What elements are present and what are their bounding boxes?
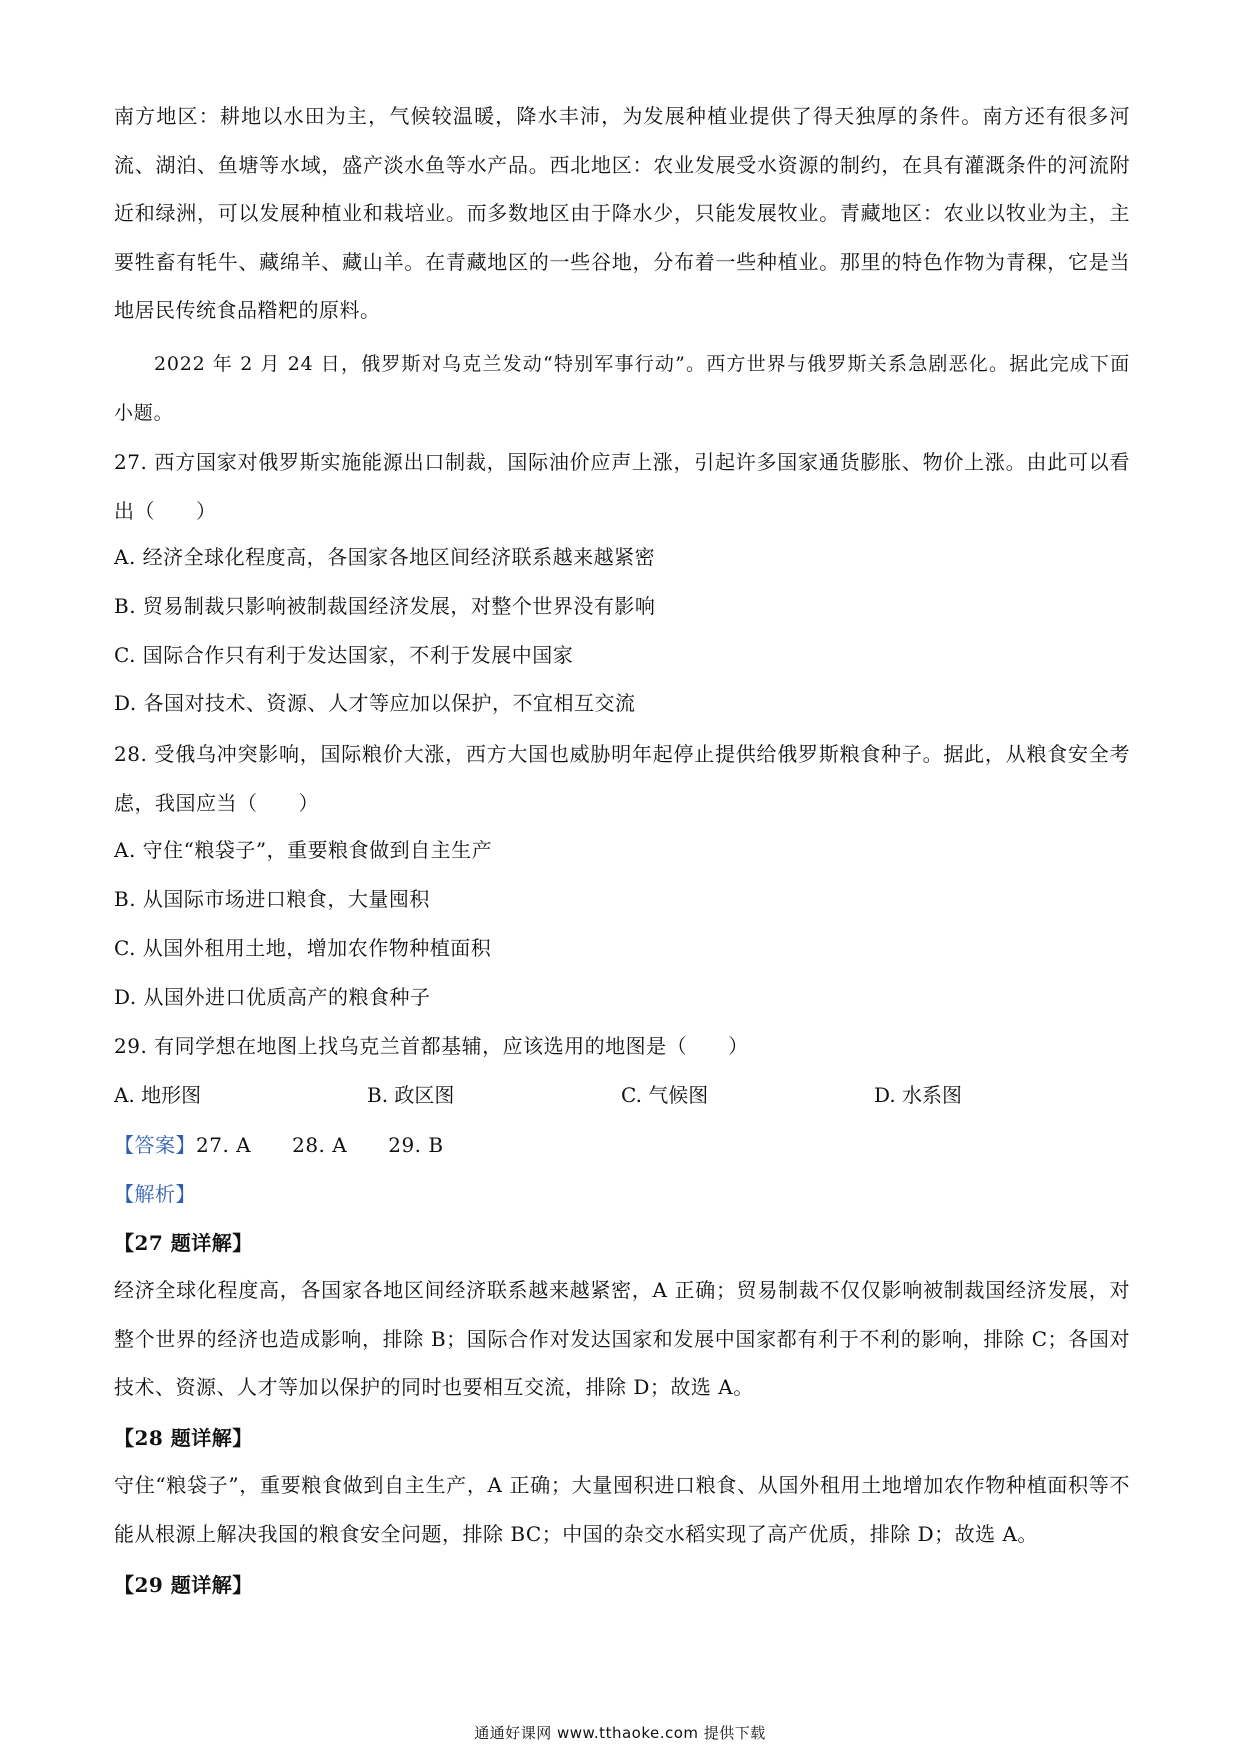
question-29-option-d: D. 水系图 — [874, 1083, 963, 1107]
answer-tag: 【答案】 — [114, 1133, 196, 1157]
question-27-option-b: B. 贸易制裁只影响被制裁国经济发展，对整个世界没有影响 — [114, 594, 656, 618]
question-29-option-c: C. 气候图 — [621, 1083, 709, 1107]
question-29-stem: 29. 有同学想在地图上找乌克兰首都基辅，应该选用的地图是（ ） — [114, 1034, 749, 1058]
question-27-stem: 27. 西方国家对俄罗斯实施能源出口制裁，国际油价应声上涨，引起许多国家通货膨胀、物价上涨。由此可以看出（ ） — [114, 450, 1130, 523]
question-28-option-b: B. 从国际市场进口粮食，大量囤积 — [114, 887, 430, 911]
question-28-option-c: C. 从国外租用土地，增加农作物种植面积 — [114, 936, 492, 960]
question-27-option-c: C. 国际合作只有利于发达国家，不利于发展中国家 — [114, 643, 574, 667]
analysis-tag: 【解析】 — [114, 1182, 196, 1206]
answer-line — [114, 1130, 444, 1160]
detail-29-heading: 【29 题详解】 — [114, 1573, 253, 1597]
material-paragraph: 2022 年 2 月 24 日，俄罗斯对乌克兰发动“特别军事行动”。西方世界与俄罗斯关系急剧恶化。据此完成下面小题。 — [114, 353, 1130, 424]
question-27-option-a: A. 经济全球化程度高，各国家各地区间经济联系越来越紧密 — [114, 545, 656, 569]
detail-28-text: 守住“粮袋子”，重要粮食做到自主生产，A 正确；大量囤积进口粮食、从国外租用土地增加农作物种植面积等不能从根源上解决我国的粮食安全问题，排除 BC；中国的杂交水稻实现了高产优质，排除 D；故选 A。 — [114, 1473, 1130, 1546]
detail-28-heading: 【28 题详解】 — [114, 1426, 253, 1450]
question-27-option-d: D. 各国对技术、资源、人才等应加以保护，不宜相互交流 — [114, 691, 636, 715]
detail-27-text: 经济全球化程度高，各国家各地区间经济联系越来越紧密，A 正确；贸易制裁不仅仅影响被制裁国经济发展，对整个世界的经济也造成影响，排除 B；国际合作对发达国家和发展中国家都有利于不利的影响，排除 C；各国对技术、资源、人才等加以保护的同时也要相互交流，排除 D；故选 A。 — [114, 1278, 1130, 1399]
page-footer: 通通好课网 www.tthaoke.com 提供下载 — [474, 1724, 766, 1742]
question-29-option-a: A. 地形图 — [114, 1083, 202, 1107]
question-28-option-a: A. 守住“粮袋子”，重要粮食做到自主生产 — [114, 838, 493, 862]
question-28-option-d: D. 从国外进口优质高产的粮食种子 — [114, 985, 431, 1009]
answer-text: 27. A 28. A 29. B — [196, 1133, 444, 1157]
intro-paragraph: 南方地区：耕地以水田为主，气候较温暖，降水丰沛，为发展种植业提供了得天独厚的条件。南方还有很多河流、湖泊、鱼塘等水域，盛产淡水鱼等水产品。西北地区：农业发展受水资源的制约，在具有灌溉条件的河流附近和绿洲，可以发展种植业和栽培业。而多数地区由于降水少，只能发展牧业。青藏地区：农业以牧业为主，主要牲畜有牦牛、藏绵羊、藏山羊。在青藏地区的一些谷地，分布着一些种植业。那里的特色作物为青稞，它是当地居民传统食品糌粑的原料。 — [114, 104, 1130, 322]
question-29-option-b: B. 政区图 — [367, 1083, 455, 1107]
question-28-stem: 28. 受俄乌冲突影响，国际粮价大涨，西方大国也威胁明年起停止提供给俄罗斯粮食种子。据此，从粮食安全考虑，我国应当（ ） — [114, 742, 1130, 815]
detail-27-heading: 【27 题详解】 — [114, 1231, 253, 1255]
